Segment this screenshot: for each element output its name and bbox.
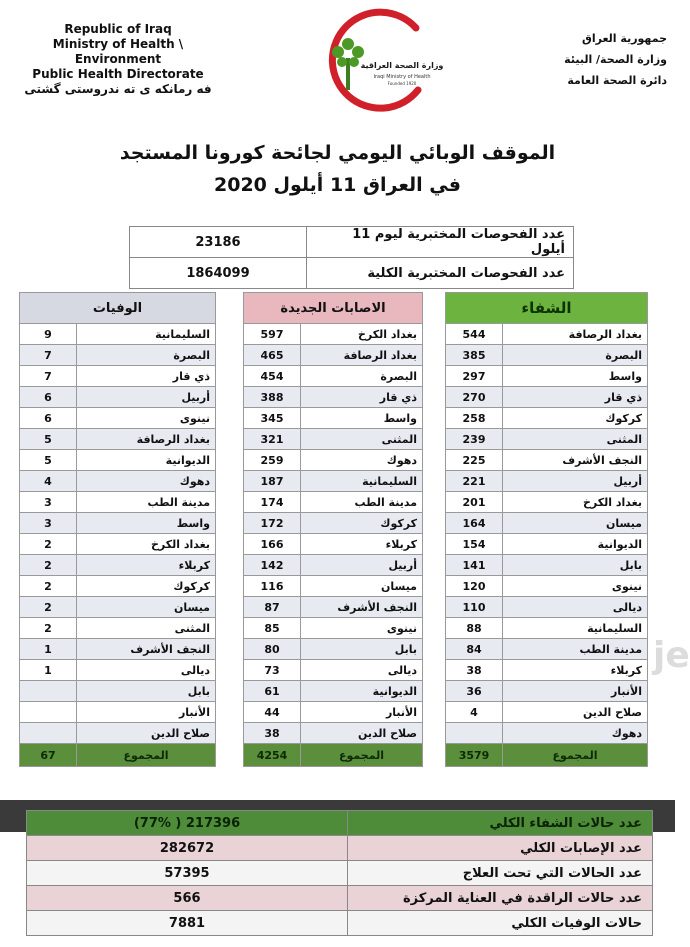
header-left-line: Republic of Iraq bbox=[64, 22, 172, 36]
row-governorate: الأنبار bbox=[301, 702, 423, 723]
tests-row bbox=[130, 258, 574, 289]
row-governorate: صلاح الدين bbox=[503, 702, 648, 723]
row-governorate: ذي قار bbox=[301, 387, 423, 408]
row-governorate: السليمانية bbox=[77, 324, 216, 345]
row-value: 201 bbox=[446, 492, 503, 513]
row-value: 345 bbox=[244, 408, 301, 429]
row-value: 164 bbox=[446, 513, 503, 534]
row-value: 3 bbox=[20, 492, 77, 513]
deaths-table-body bbox=[20, 293, 216, 767]
header-left-line: Public Health Directorate bbox=[32, 67, 204, 81]
row-value: 2 bbox=[20, 618, 77, 639]
table-row bbox=[446, 702, 648, 723]
row-governorate: بابل bbox=[77, 681, 216, 702]
total-value: 3579 bbox=[446, 744, 503, 767]
table-row bbox=[244, 576, 423, 597]
header-left-line: فه رمانكه ى ته ندروستى گشتى bbox=[24, 82, 212, 96]
row-governorate: الديوانية bbox=[301, 681, 423, 702]
header-right-block bbox=[527, 28, 667, 91]
row-value: 85 bbox=[244, 618, 301, 639]
row-value: 6 bbox=[20, 387, 77, 408]
column-header-row bbox=[244, 293, 423, 324]
table-row bbox=[20, 702, 216, 723]
row-governorate: البصرة bbox=[503, 345, 648, 366]
table-row bbox=[244, 408, 423, 429]
table-row bbox=[446, 534, 648, 555]
total-value: 67 bbox=[20, 744, 77, 767]
row-governorate: الأنبار bbox=[77, 702, 216, 723]
logo-text: وزارة الصحة العراقية bbox=[360, 61, 444, 70]
row-governorate: كركوك bbox=[77, 576, 216, 597]
row-governorate: الأنبار bbox=[503, 681, 648, 702]
row-governorate: بابل bbox=[503, 555, 648, 576]
row-governorate: المثنى bbox=[77, 618, 216, 639]
row-value: 597 bbox=[244, 324, 301, 345]
table-row bbox=[446, 387, 648, 408]
tests-value: 23186 bbox=[130, 227, 307, 258]
row-value: 2 bbox=[20, 576, 77, 597]
table-row bbox=[244, 597, 423, 618]
row-value: 87 bbox=[244, 597, 301, 618]
totals-value: 566 bbox=[27, 886, 348, 911]
table-row bbox=[20, 660, 216, 681]
header-left-line: Ministry of Health \ Environment bbox=[52, 37, 184, 66]
row-governorate: صلاح الدين bbox=[77, 723, 216, 744]
row-governorate: كربلاء bbox=[503, 660, 648, 681]
row-value: 6 bbox=[20, 408, 77, 429]
total-label: المجموع bbox=[301, 744, 423, 767]
row-value: 5 bbox=[20, 450, 77, 471]
table-row bbox=[244, 660, 423, 681]
logo-subtext: Iraqi Ministry of Health bbox=[373, 74, 431, 80]
table-row bbox=[446, 660, 648, 681]
totals-row bbox=[27, 911, 653, 936]
row-value: 84 bbox=[446, 639, 503, 660]
row-governorate: كربلاء bbox=[301, 534, 423, 555]
table-row bbox=[244, 492, 423, 513]
row-value: 2 bbox=[20, 534, 77, 555]
row-governorate: مدينة الطب bbox=[301, 492, 423, 513]
row-value: 44 bbox=[244, 702, 301, 723]
table-row bbox=[446, 618, 648, 639]
table-row bbox=[446, 513, 648, 534]
row-value: 5 bbox=[20, 429, 77, 450]
row-value: 38 bbox=[244, 723, 301, 744]
totals-label: عدد الإصابات الكلي bbox=[348, 836, 653, 861]
row-value: 2 bbox=[20, 597, 77, 618]
row-governorate: صلاح الدين bbox=[301, 723, 423, 744]
table-row bbox=[446, 639, 648, 660]
row-value: 88 bbox=[446, 618, 503, 639]
row-value: 154 bbox=[446, 534, 503, 555]
row-value: 36 bbox=[446, 681, 503, 702]
recovered-table-body bbox=[446, 293, 648, 767]
table-row bbox=[20, 345, 216, 366]
row-value: 4 bbox=[446, 702, 503, 723]
row-value: 259 bbox=[244, 450, 301, 471]
row-governorate: ذي قار bbox=[503, 387, 648, 408]
table-row bbox=[244, 681, 423, 702]
row-governorate: دهوك bbox=[77, 471, 216, 492]
row-value: 116 bbox=[244, 576, 301, 597]
tests-label: عدد الفحوصات المختبرية الكلية bbox=[307, 258, 574, 289]
row-governorate: واسط bbox=[503, 366, 648, 387]
row-value: 187 bbox=[244, 471, 301, 492]
row-governorate: البصرة bbox=[77, 345, 216, 366]
row-governorate: ديالى bbox=[301, 660, 423, 681]
totals-table bbox=[26, 810, 653, 936]
totals-row bbox=[27, 811, 653, 836]
row-governorate: كركوك bbox=[301, 513, 423, 534]
row-governorate: ذي قار bbox=[77, 366, 216, 387]
column-header: الوفيات bbox=[20, 293, 216, 324]
table-row bbox=[446, 681, 648, 702]
table-row bbox=[244, 429, 423, 450]
table-row bbox=[244, 702, 423, 723]
row-governorate: بغداد الرصافة bbox=[503, 324, 648, 345]
tests-summary-table bbox=[129, 226, 574, 289]
row-value: 1 bbox=[20, 660, 77, 681]
header-right-line: دائرة الصحة العامة bbox=[567, 74, 667, 87]
table-row bbox=[20, 450, 216, 471]
recovered-table bbox=[445, 292, 648, 767]
row-governorate: دهوك bbox=[503, 723, 648, 744]
totals-row bbox=[27, 861, 653, 886]
total-row bbox=[446, 744, 648, 767]
row-governorate: الديوانية bbox=[77, 450, 216, 471]
tests-row bbox=[130, 227, 574, 258]
table-row bbox=[20, 597, 216, 618]
row-governorate: المثنى bbox=[301, 429, 423, 450]
row-governorate: أربيل bbox=[503, 471, 648, 492]
table-row bbox=[446, 597, 648, 618]
page-title: الموقف الوبائي اليومي لجائحة كورونا المستجد bbox=[119, 142, 556, 164]
totals-label: حالات الوفيات الكلي bbox=[348, 911, 653, 936]
row-value: 2 bbox=[20, 555, 77, 576]
table-row bbox=[20, 576, 216, 597]
row-value: 73 bbox=[244, 660, 301, 681]
tests-label: عدد الفحوصات المختبرية ليوم 11 أيلول bbox=[307, 227, 574, 258]
table-row bbox=[244, 618, 423, 639]
column-header-row bbox=[446, 293, 648, 324]
table-row bbox=[446, 492, 648, 513]
total-row bbox=[20, 744, 216, 767]
row-value: 172 bbox=[244, 513, 301, 534]
row-value: 258 bbox=[446, 408, 503, 429]
totals-row bbox=[27, 886, 653, 911]
table-row bbox=[20, 555, 216, 576]
row-value: 239 bbox=[446, 429, 503, 450]
total-label: المجموع bbox=[77, 744, 216, 767]
row-value: 270 bbox=[446, 387, 503, 408]
total-value: 4254 bbox=[244, 744, 301, 767]
row-value: 385 bbox=[446, 345, 503, 366]
row-value: 61 bbox=[244, 681, 301, 702]
table-row bbox=[20, 618, 216, 639]
row-governorate: ديالى bbox=[503, 597, 648, 618]
row-value: 38 bbox=[446, 660, 503, 681]
row-governorate: بغداد الرصافة bbox=[77, 429, 216, 450]
row-value bbox=[20, 702, 77, 723]
row-governorate: كركوك bbox=[503, 408, 648, 429]
row-governorate: البصرة bbox=[301, 366, 423, 387]
row-governorate: أربيل bbox=[301, 555, 423, 576]
row-governorate: ديالى bbox=[77, 660, 216, 681]
table-row bbox=[20, 429, 216, 450]
table-row bbox=[244, 450, 423, 471]
row-value: 454 bbox=[244, 366, 301, 387]
totals-label: عدد حالات الشفاء الكلي bbox=[348, 811, 653, 836]
row-governorate: بغداد الكرخ bbox=[503, 492, 648, 513]
row-value: 321 bbox=[244, 429, 301, 450]
row-governorate: نينوى bbox=[301, 618, 423, 639]
table-row bbox=[244, 324, 423, 345]
table-row bbox=[244, 366, 423, 387]
row-value: 465 bbox=[244, 345, 301, 366]
table-row bbox=[20, 513, 216, 534]
table-row bbox=[20, 639, 216, 660]
edge-text: je bbox=[653, 635, 690, 676]
deaths-table bbox=[19, 292, 216, 767]
table-row bbox=[20, 387, 216, 408]
row-value bbox=[446, 723, 503, 744]
column-header: الاصابات الجديدة bbox=[244, 293, 423, 324]
table-row bbox=[446, 723, 648, 744]
table-row bbox=[446, 576, 648, 597]
row-value: 142 bbox=[244, 555, 301, 576]
row-value: 174 bbox=[244, 492, 301, 513]
total-label: المجموع bbox=[503, 744, 648, 767]
table-row bbox=[446, 555, 648, 576]
row-governorate: النجف الأشرف bbox=[503, 450, 648, 471]
row-governorate: واسط bbox=[301, 408, 423, 429]
table-row bbox=[244, 345, 423, 366]
row-governorate: النجف الأشرف bbox=[77, 639, 216, 660]
row-value: 9 bbox=[20, 324, 77, 345]
table-row bbox=[446, 324, 648, 345]
header-right-line: جمهورية العراق bbox=[582, 32, 667, 45]
row-governorate: بغداد الكرخ bbox=[77, 534, 216, 555]
totals-label: عدد حالات الراقدة في العناية المركزة bbox=[348, 886, 653, 911]
table-row bbox=[20, 408, 216, 429]
row-value: 7 bbox=[20, 366, 77, 387]
table-row bbox=[446, 408, 648, 429]
table-row bbox=[244, 513, 423, 534]
row-value: 221 bbox=[446, 471, 503, 492]
table-row bbox=[446, 366, 648, 387]
row-governorate: السليمانية bbox=[301, 471, 423, 492]
column-header-row bbox=[20, 293, 216, 324]
row-value: 225 bbox=[446, 450, 503, 471]
row-value bbox=[20, 723, 77, 744]
row-governorate: نينوى bbox=[77, 408, 216, 429]
table-row bbox=[244, 534, 423, 555]
row-governorate: نينوى bbox=[503, 576, 648, 597]
column-header: الشفاء bbox=[446, 293, 648, 324]
row-value: 110 bbox=[446, 597, 503, 618]
row-value: 141 bbox=[446, 555, 503, 576]
header-left-block bbox=[8, 22, 228, 97]
totals-row bbox=[27, 836, 653, 861]
header-right-line: وزارة الصحة/ البيئة bbox=[564, 53, 667, 66]
row-value: 166 bbox=[244, 534, 301, 555]
table-row bbox=[446, 345, 648, 366]
row-governorate: السليمانية bbox=[503, 618, 648, 639]
table-row bbox=[244, 723, 423, 744]
table-row bbox=[20, 534, 216, 555]
total-row bbox=[244, 744, 423, 767]
row-governorate: الديوانية bbox=[503, 534, 648, 555]
ministry-logo-icon bbox=[306, 10, 446, 110]
totals-value: 282672 bbox=[27, 836, 348, 861]
logo-year: Founded 1920 bbox=[387, 81, 417, 86]
row-governorate: واسط bbox=[77, 513, 216, 534]
row-governorate: النجف الأشرف bbox=[301, 597, 423, 618]
row-governorate: مدينة الطب bbox=[77, 492, 216, 513]
totals-value: 7881 bbox=[27, 911, 348, 936]
row-governorate: المثنى bbox=[503, 429, 648, 450]
table-row bbox=[446, 429, 648, 450]
table-row bbox=[20, 324, 216, 345]
row-governorate: بغداد الرصافة bbox=[301, 345, 423, 366]
row-value: 1 bbox=[20, 639, 77, 660]
table-row bbox=[446, 450, 648, 471]
table-row bbox=[244, 387, 423, 408]
row-value: 120 bbox=[446, 576, 503, 597]
row-governorate: مدينة الطب bbox=[503, 639, 648, 660]
table-row bbox=[446, 471, 648, 492]
row-governorate: ميسان bbox=[77, 597, 216, 618]
table-row bbox=[20, 366, 216, 387]
totals-value: (77% ) 217396 bbox=[27, 811, 348, 836]
table-row bbox=[20, 723, 216, 744]
row-value bbox=[20, 681, 77, 702]
totals-label: عدد الحالات التي تحت العلاج bbox=[348, 861, 653, 886]
table-row bbox=[244, 471, 423, 492]
table-row bbox=[244, 555, 423, 576]
page-subtitle: في العراق 11 أيلول 2020 bbox=[214, 174, 461, 196]
row-governorate: بغداد الكرخ bbox=[301, 324, 423, 345]
table-row bbox=[244, 639, 423, 660]
row-value: 80 bbox=[244, 639, 301, 660]
table-row bbox=[20, 492, 216, 513]
new-cases-table-body bbox=[244, 293, 423, 767]
new-cases-table bbox=[243, 292, 423, 767]
row-governorate: أربيل bbox=[77, 387, 216, 408]
tests-value: 1864099 bbox=[130, 258, 307, 289]
totals-value: 57395 bbox=[27, 861, 348, 886]
row-value: 544 bbox=[446, 324, 503, 345]
row-governorate: دهوك bbox=[301, 450, 423, 471]
row-governorate: ميسان bbox=[503, 513, 648, 534]
row-value: 297 bbox=[446, 366, 503, 387]
row-governorate: ميسان bbox=[301, 576, 423, 597]
row-value: 3 bbox=[20, 513, 77, 534]
table-row bbox=[20, 681, 216, 702]
row-value: 388 bbox=[244, 387, 301, 408]
row-value: 7 bbox=[20, 345, 77, 366]
row-governorate: بابل bbox=[301, 639, 423, 660]
row-value: 4 bbox=[20, 471, 77, 492]
row-governorate: كربلاء bbox=[77, 555, 216, 576]
table-row bbox=[20, 471, 216, 492]
